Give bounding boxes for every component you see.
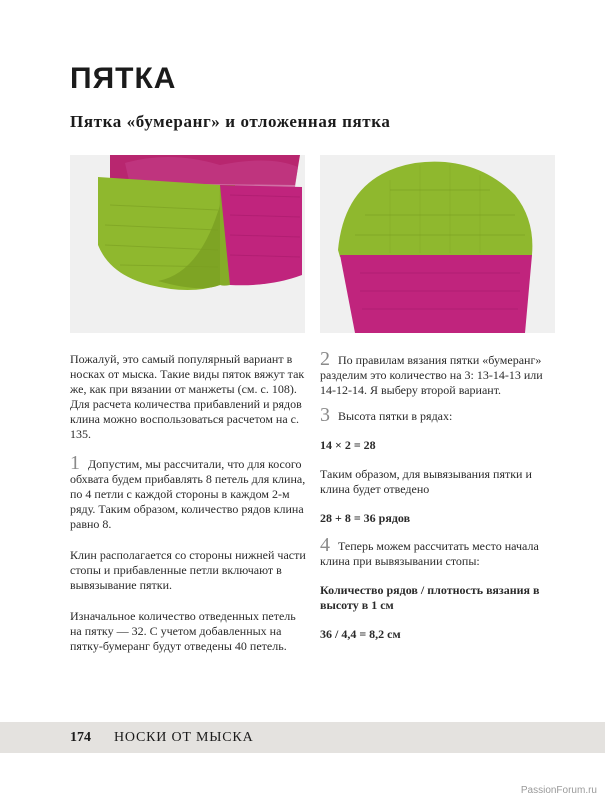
delayed-heel-photo (320, 155, 555, 333)
step-number: 4 (320, 534, 330, 556)
step-text: Теперь можем рассчитать место начала клина при вывязывании стопы: (320, 539, 539, 568)
step-4 (320, 534, 556, 569)
page-footer (0, 722, 605, 753)
paragraph: Изначальное количество отведенных петель на пятку — 32. С учетом добавленных на пятку-бумеранг будут отведены 40 петель. (70, 609, 296, 653)
boomerang-heel-photo (70, 155, 305, 333)
step-2 (320, 348, 556, 398)
formula: 28 + 8 = 36 рядов (320, 511, 411, 525)
paragraph: Клин располагается со стороны нижней части стопы и прибавленные петли включают в вывязывание пятки. (70, 548, 306, 592)
page-number: 174 (70, 730, 91, 745)
step-text: По правилам вязания пятки «бумеранг» разделим это количество на 3: 13-14-13 или 14-12-14. Я выберу второй вариант. (320, 353, 543, 397)
step-3 (320, 404, 556, 426)
paragraph: Таким образом, для вывязывания пятки и клина будет отведено (320, 467, 532, 496)
running-section-title: НОСКИ ОТ МЫСКА (114, 730, 254, 745)
left-text-column (70, 352, 310, 654)
formula: Количество рядов / плотность вязания в высоту в 1 см (320, 583, 540, 612)
formula: 36 / 4,4 = 8,2 см (320, 627, 401, 641)
step-text: Высота пятки в рядах: (338, 409, 453, 423)
right-text-column (320, 348, 556, 642)
watermark: PassionForum.ru (520, 785, 597, 796)
step-number: 3 (320, 404, 330, 426)
step-number: 2 (320, 348, 330, 370)
step-1 (70, 452, 310, 532)
step-text: Допустим, мы рассчитали, что для косого обхвата будем прибавлять 8 петель для клина, по 4 петли с каждой стороны в каждом 2-м ряду. Таким образом, количество рядов клина равно 8. (70, 457, 306, 531)
intro-paragraph: Пожалуй, это самый популярный вариант в носках от мыска. Такие виды пяток вяжут так же, как при вязании от манжеты (см. с. 108). Для расчета количества прибавлений и рядов клина можно воспользоваться расчетом на с. 135. (70, 352, 305, 441)
step-number: 1 (70, 452, 80, 474)
section-subtitle: Пятка «бумеранг» и отложенная пятка (70, 112, 391, 131)
formula: 14 × 2 = 28 (320, 438, 376, 452)
page-title: ПЯТКА (70, 62, 177, 95)
